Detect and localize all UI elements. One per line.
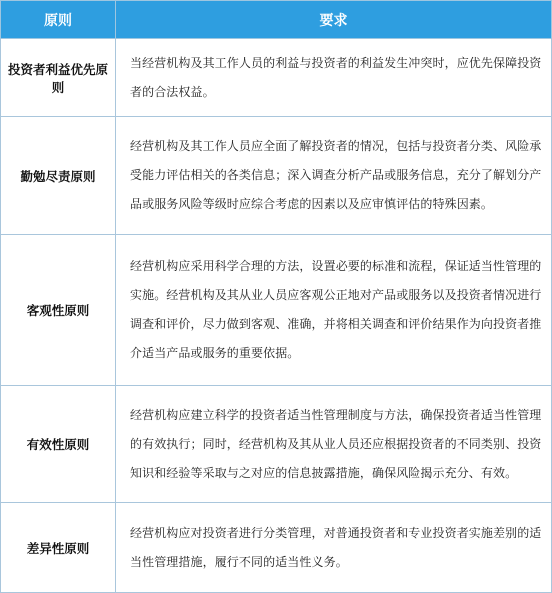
principle-requirement: 经营机构应采用科学合理的方法，设置必要的标准和流程，保证适当性管理的实施。经营机构及其从业人员应客观公正地对产品或服务以及投资者情况进行调查和评价，尽力做到客观、准确，并将相关调查和评价结果作为向投资者推介适当产品或服务的重要依据。 xyxy=(116,235,552,386)
principle-name: 客观性原则 xyxy=(1,235,116,386)
principle-requirement: 经营机构及其工作人员应全面了解投资者的情况，包括与投资者分类、风险承受能力评估相关的各类信息；深入调查分析产品或服务信息，充分了解划分产品或服务风险等级时应综合考虑的因素以及应审慎评估的特殊因素。 xyxy=(116,117,552,235)
principle-requirement: 经营机构应建立科学的投资者适当性管理制度与方法，确保投资者适当性管理的有效执行；同时，经营机构及其从业人员还应根据投资者的不同类别、投资知识和经验等采取与之对应的信息披露措施，确保风险揭示充分、有效。 xyxy=(116,386,552,503)
table-row xyxy=(1,386,552,503)
principle-requirement: 当经营机构及其工作人员的利益与投资者的利益发生冲突时，应优先保障投资者的合法权益。 xyxy=(116,39,552,117)
table-row xyxy=(1,235,552,386)
principle-name: 投资者利益优先原则 xyxy=(1,39,116,117)
table-row xyxy=(1,39,552,117)
header-principle: 原则 xyxy=(1,1,116,39)
principle-requirement: 经营机构应对投资者进行分类管理，对普通投资者和专业投资者实施差别的适当性管理措施，履行不同的适当性义务。 xyxy=(116,503,552,593)
principle-name: 差异性原则 xyxy=(1,503,116,593)
table-row xyxy=(1,503,552,593)
principle-name: 勤勉尽责原则 xyxy=(1,117,116,235)
principle-name: 有效性原则 xyxy=(1,386,116,503)
header-requirement: 要求 xyxy=(116,1,552,39)
table-row xyxy=(1,117,552,235)
table-header-row xyxy=(1,1,552,39)
